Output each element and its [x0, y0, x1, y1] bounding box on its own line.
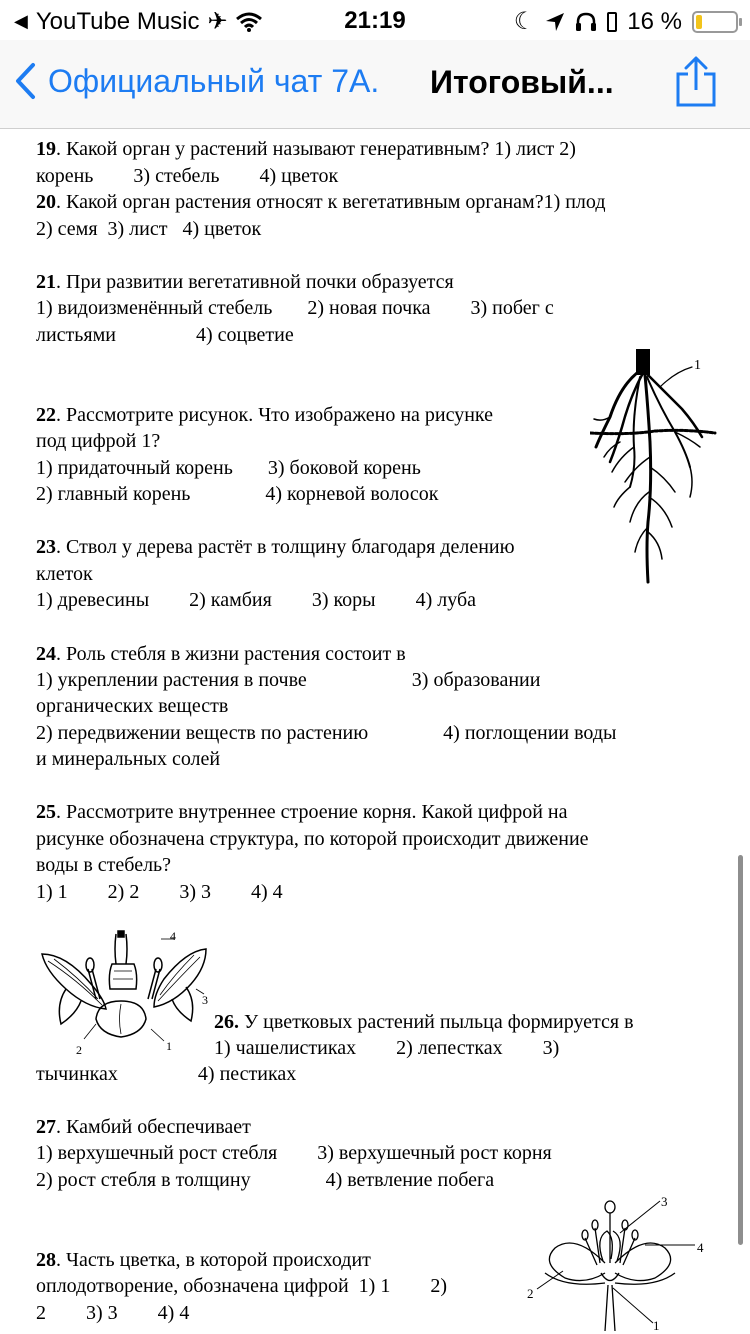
flower-label-1: 1	[653, 1318, 660, 1333]
moon-icon: ☾	[513, 8, 536, 35]
q27-line-1: 27. Камбий обеспечивает	[36, 1116, 251, 1138]
root-label-1: 1	[694, 358, 701, 373]
q20-line-1: 20. Какой орган растения относят к вегетативным органам?1) плод	[36, 191, 606, 213]
flower-parts-label-3: 3	[202, 993, 208, 1007]
q24-line-1: 24. Роль стебля в жизни растения состоит в	[36, 643, 406, 665]
q27-line-2: 1) верхушечный рост стебля 3) верхушечный рост корня	[36, 1142, 552, 1164]
headphones-icon	[575, 12, 597, 32]
q26-line-1: 26. У цветковых растений пыльца формируется в	[214, 1011, 634, 1033]
battery-percent: 16 %	[627, 7, 682, 35]
q23-line-2: клеток	[36, 563, 93, 585]
q28-number: 28	[36, 1249, 56, 1271]
q24-number: 24	[36, 643, 56, 665]
flower-label-3: 3	[661, 1194, 668, 1209]
q20-line-2: 2) семя 3) лист 4) цветок	[36, 218, 262, 240]
q24-line-3: органических веществ	[36, 695, 229, 717]
orientation-lock-icon	[607, 12, 617, 32]
q21-line-3: листьями 4) соцветие	[36, 324, 294, 346]
q26-line-3: тычинках 4) пестиках	[36, 1063, 297, 1085]
q22-line-1: 22. Рассмотрите рисунок. Что изображено на рисунке	[36, 404, 494, 426]
share-icon	[674, 56, 718, 108]
q22-line-4: 2) главный корень 4) корневой волосок	[36, 483, 439, 505]
q25-number: 25	[36, 801, 56, 823]
q26-number: 26.	[214, 1011, 239, 1033]
q19-line-1: 19. Какой орган у растений называют генеративным? 1) лист 2)	[36, 138, 576, 160]
q19-line-2: корень 3) стебель 4) цветок	[36, 165, 339, 187]
q21-line-1: 21. При развитии вегетативной почки образуется	[36, 271, 454, 293]
chevron-left-icon	[14, 62, 36, 100]
flower-figure	[525, 1193, 715, 1333]
document-title: Итоговый...	[430, 64, 614, 100]
q27-line-3: 2) рост стебля в толщину 4) ветвление побега	[36, 1169, 495, 1191]
status-bar	[0, 0, 750, 40]
root-system-figure	[590, 347, 720, 587]
flower-parts-label-1: 1	[166, 1039, 172, 1053]
q28-line-3: 2 3) 3 4) 4	[36, 1302, 190, 1324]
battery-icon	[692, 11, 738, 33]
q21-number: 21	[36, 271, 56, 293]
flower-label-4: 4	[697, 1240, 704, 1255]
battery-fill	[696, 15, 702, 29]
back-triangle-icon: ◀	[14, 11, 28, 31]
q24-line-5: и минеральных солей	[36, 748, 221, 770]
airplane-icon: ✈	[207, 8, 228, 35]
flower-parts-label-2: 2	[76, 1043, 82, 1057]
document-view[interactable]	[0, 129, 750, 1334]
share-button[interactable]	[674, 56, 718, 113]
q23-line-1: 23. Ствол у дерева растёт в толщину благодаря делению	[36, 536, 515, 558]
q25-line-4: 1) 1 2) 2 3) 3 4) 4	[36, 881, 283, 903]
flower-parts-figure	[36, 929, 216, 1057]
q21-line-2: 1) видоизменённый стебель 2) новая почка 3) побег с	[36, 297, 554, 319]
back-app-label: YouTube Music	[35, 7, 200, 35]
navigation-bar	[0, 40, 750, 129]
flower-label-2: 2	[527, 1286, 534, 1301]
q28-line-2: оплодотворение, обозначена цифрой 1) 1 2)	[36, 1275, 447, 1297]
location-icon	[545, 12, 565, 32]
q22-line-2: под цифрой 1?	[36, 430, 161, 452]
q24-line-2: 1) укреплении растения в почве 3) образовании	[36, 669, 541, 691]
q28-line-1: 28. Часть цветка, в которой происходит	[36, 1249, 371, 1271]
q22-number: 22	[36, 404, 56, 426]
q22-line-3: 1) придаточный корень 3) боковой корень	[36, 457, 421, 479]
q24-line-4: 2) передвижении веществ по растению 4) поглощении воды	[36, 722, 617, 744]
back-button[interactable]	[14, 62, 379, 100]
flower-parts-label-4: 4	[170, 929, 176, 943]
q26-line-2: 1) чашелистиках 2) лепестках 3)	[214, 1037, 560, 1059]
clock: 21:19	[344, 7, 406, 34]
q25-line-2: рисунке обозначена структура, по которой происходит движение	[36, 828, 589, 850]
q25-line-1: 25. Рассмотрите внутреннее строение корня. Какой цифрой на	[36, 801, 568, 823]
back-button-label: Официальный чат 7А.	[48, 62, 380, 99]
scrollbar[interactable]	[738, 855, 743, 1245]
q20-number: 20	[36, 191, 56, 213]
q23-line-3: 1) древесины 2) камбия 3) коры 4) луба	[36, 589, 477, 611]
q19-number: 19	[36, 138, 56, 160]
q23-number: 23	[36, 536, 56, 558]
q25-line-3: воды в стебель?	[36, 854, 172, 876]
q27-number: 27	[36, 1116, 56, 1138]
